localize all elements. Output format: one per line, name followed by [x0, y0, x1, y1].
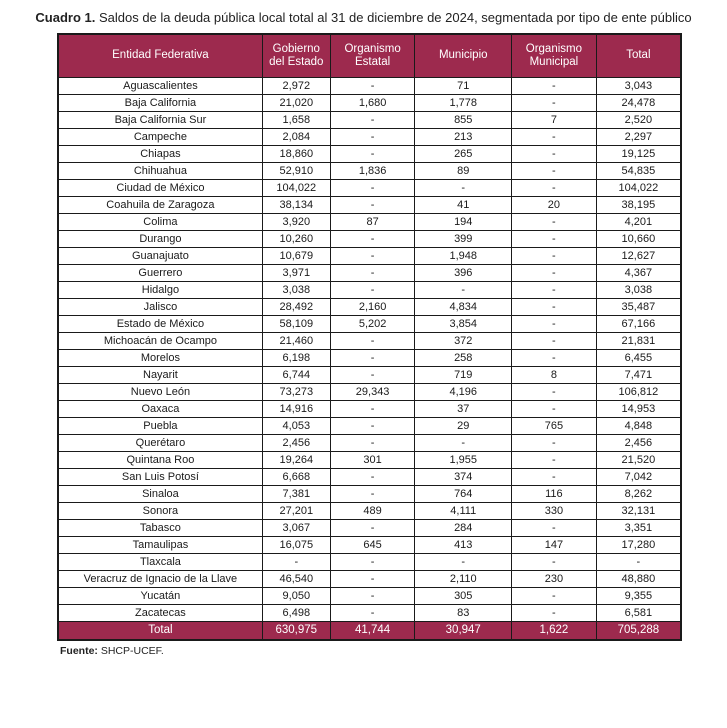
value-cell: - [330, 400, 415, 417]
value-cell: 265 [415, 145, 512, 162]
value-cell: 4,196 [415, 383, 512, 400]
value-cell: 20 [512, 196, 597, 213]
entity-name-cell: Guanajuato [58, 247, 262, 264]
entity-name-cell: Estado de México [58, 315, 262, 332]
value-cell: 4,053 [262, 417, 330, 434]
source-text: SHCP-UCEF. [97, 645, 164, 658]
value-cell: 29 [415, 417, 512, 434]
value-cell: 18,860 [262, 145, 330, 162]
value-cell: 10,660 [596, 230, 681, 247]
table-row [58, 94, 681, 111]
value-cell: 7 [512, 111, 597, 128]
value-cell: - [512, 145, 597, 162]
entity-name-cell: Tlaxcala [58, 553, 262, 570]
entity-name-cell: Aguascalientes [58, 77, 262, 94]
value-cell: - [330, 247, 415, 264]
table-row [58, 145, 681, 162]
table-row [58, 400, 681, 417]
value-cell: 2,160 [330, 298, 415, 315]
value-cell: 855 [415, 111, 512, 128]
value-cell: 194 [415, 213, 512, 230]
value-cell: 67,166 [596, 315, 681, 332]
entity-name-cell: Querétaro [58, 434, 262, 451]
header-municipio: Municipio [415, 34, 512, 77]
title-text: Saldos de la deuda pública local total al 31 de diciembre de 2024, segmentada por tipo de ente público [95, 10, 692, 25]
value-cell: - [330, 264, 415, 281]
value-cell: 3,971 [262, 264, 330, 281]
value-cell: - [512, 94, 597, 111]
value-cell: 645 [330, 536, 415, 553]
value-cell: 3,038 [262, 281, 330, 298]
value-cell: 330 [512, 502, 597, 519]
entity-name-cell: Campeche [58, 128, 262, 145]
value-cell: 4,111 [415, 502, 512, 519]
header-gobierno-del-estado: Gobierno del Estado [262, 34, 330, 77]
value-cell: - [330, 281, 415, 298]
table-row [58, 179, 681, 196]
entity-name-cell: Chihuahua [58, 162, 262, 179]
value-cell: - [512, 332, 597, 349]
value-cell: 305 [415, 587, 512, 604]
value-cell: 213 [415, 128, 512, 145]
value-cell: 3,038 [596, 281, 681, 298]
entity-name-cell: Tamaulipas [58, 536, 262, 553]
entity-name-cell: Sinaloa [58, 485, 262, 502]
value-cell: 17,280 [596, 536, 681, 553]
value-cell: - [596, 553, 681, 570]
entity-name-cell: Puebla [58, 417, 262, 434]
value-cell: 116 [512, 485, 597, 502]
value-cell: 28,492 [262, 298, 330, 315]
value-cell: 41 [415, 196, 512, 213]
table-row [58, 451, 681, 468]
value-cell: - [512, 349, 597, 366]
value-cell: 6,581 [596, 604, 681, 621]
value-cell: - [512, 519, 597, 536]
table-row [58, 111, 681, 128]
value-cell: 6,668 [262, 468, 330, 485]
table-row [58, 230, 681, 247]
value-cell: 35,487 [596, 298, 681, 315]
value-cell: - [512, 468, 597, 485]
value-cell: - [512, 128, 597, 145]
value-cell: 1,836 [330, 162, 415, 179]
value-cell: 5,202 [330, 315, 415, 332]
value-cell: 399 [415, 230, 512, 247]
value-cell: 12,627 [596, 247, 681, 264]
table-row [58, 434, 681, 451]
value-cell: 6,455 [596, 349, 681, 366]
value-cell: - [330, 434, 415, 451]
table-row [58, 332, 681, 349]
value-cell: 2,456 [596, 434, 681, 451]
total-row [58, 621, 681, 640]
value-cell: - [330, 604, 415, 621]
table-row [58, 502, 681, 519]
value-cell: 8,262 [596, 485, 681, 502]
value-cell: 413 [415, 536, 512, 553]
value-cell: 7,471 [596, 366, 681, 383]
table-row [58, 281, 681, 298]
value-cell: - [330, 179, 415, 196]
table-row [58, 570, 681, 587]
value-cell: - [330, 417, 415, 434]
value-cell: - [512, 298, 597, 315]
value-cell: - [512, 230, 597, 247]
debt-table [57, 33, 682, 641]
value-cell: 1,680 [330, 94, 415, 111]
value-cell: 19,264 [262, 451, 330, 468]
value-cell: 89 [415, 162, 512, 179]
value-cell: 1,658 [262, 111, 330, 128]
value-cell: 301 [330, 451, 415, 468]
value-cell: 4,834 [415, 298, 512, 315]
total-value-cell: 1,622 [512, 621, 597, 640]
value-cell: - [330, 77, 415, 94]
value-cell: 3,920 [262, 213, 330, 230]
value-cell: - [330, 366, 415, 383]
value-cell: - [415, 179, 512, 196]
value-cell: - [330, 332, 415, 349]
value-cell: 2,456 [262, 434, 330, 451]
value-cell: 54,835 [596, 162, 681, 179]
page [0, 9, 727, 657]
value-cell: 6,744 [262, 366, 330, 383]
value-cell: 104,022 [262, 179, 330, 196]
total-label-cell: Total [58, 621, 262, 640]
value-cell: - [330, 519, 415, 536]
entity-name-cell: Guerrero [58, 264, 262, 281]
entity-name-cell: Coahuila de Zaragoza [58, 196, 262, 213]
table-row [58, 162, 681, 179]
value-cell: 14,916 [262, 400, 330, 417]
title-prefix: Cuadro 1. [35, 10, 96, 25]
value-cell: 58,109 [262, 315, 330, 332]
table-title [28, 9, 700, 26]
value-cell: 9,050 [262, 587, 330, 604]
entity-name-cell: Michoacán de Ocampo [58, 332, 262, 349]
header-entidad-federativa: Entidad Federativa [58, 34, 262, 77]
table-row [58, 298, 681, 315]
value-cell: - [512, 179, 597, 196]
value-cell: 52,910 [262, 162, 330, 179]
entity-name-cell: Nuevo León [58, 383, 262, 400]
value-cell: 7,042 [596, 468, 681, 485]
value-cell: 32,131 [596, 502, 681, 519]
value-cell: - [512, 315, 597, 332]
entity-name-cell: Oaxaca [58, 400, 262, 417]
value-cell: 764 [415, 485, 512, 502]
value-cell: - [330, 485, 415, 502]
entity-name-cell: Yucatán [58, 587, 262, 604]
value-cell: 2,110 [415, 570, 512, 587]
total-value-cell: 30,947 [415, 621, 512, 640]
value-cell: 83 [415, 604, 512, 621]
value-cell: - [512, 553, 597, 570]
value-cell: 2,084 [262, 128, 330, 145]
value-cell: - [512, 247, 597, 264]
table-row [58, 315, 681, 332]
table-row [58, 383, 681, 400]
entity-name-cell: Ciudad de México [58, 179, 262, 196]
value-cell: 4,201 [596, 213, 681, 230]
value-cell: 27,201 [262, 502, 330, 519]
header-organismo-municipal: Organismo Municipal [512, 34, 597, 77]
value-cell: - [330, 553, 415, 570]
entity-name-cell: Veracruz de Ignacio de la Llave [58, 570, 262, 587]
table-row [58, 264, 681, 281]
value-cell: 4,848 [596, 417, 681, 434]
entity-name-cell: Nayarit [58, 366, 262, 383]
value-cell: 372 [415, 332, 512, 349]
value-cell: - [415, 434, 512, 451]
table-row [58, 77, 681, 94]
entity-name-cell: Quintana Roo [58, 451, 262, 468]
value-cell: 10,260 [262, 230, 330, 247]
table-row [58, 553, 681, 570]
value-cell: - [330, 468, 415, 485]
entity-name-cell: Jalisco [58, 298, 262, 315]
entity-name-cell: Baja California Sur [58, 111, 262, 128]
table-row [58, 519, 681, 536]
value-cell: - [512, 213, 597, 230]
total-value-cell: 41,744 [330, 621, 415, 640]
value-cell: - [512, 400, 597, 417]
value-cell: 719 [415, 366, 512, 383]
value-cell: 38,195 [596, 196, 681, 213]
value-cell: - [330, 111, 415, 128]
entity-name-cell: San Luis Potosí [58, 468, 262, 485]
header-total: Total [596, 34, 681, 77]
value-cell: 396 [415, 264, 512, 281]
value-cell: - [330, 230, 415, 247]
table-row [58, 196, 681, 213]
value-cell: 1,955 [415, 451, 512, 468]
table-row [58, 468, 681, 485]
value-cell: 87 [330, 213, 415, 230]
entity-name-cell: Colima [58, 213, 262, 230]
source-note [60, 645, 727, 657]
entity-name-cell: Sonora [58, 502, 262, 519]
value-cell: 3,067 [262, 519, 330, 536]
value-cell: - [415, 281, 512, 298]
table-row [58, 366, 681, 383]
total-value-cell: 630,975 [262, 621, 330, 640]
value-cell: 374 [415, 468, 512, 485]
value-cell: 21,831 [596, 332, 681, 349]
value-cell: 3,043 [596, 77, 681, 94]
entity-name-cell: Baja California [58, 94, 262, 111]
value-cell: 24,478 [596, 94, 681, 111]
source-label: Fuente: [60, 645, 98, 658]
value-cell: - [330, 128, 415, 145]
value-cell: - [262, 553, 330, 570]
table-row [58, 213, 681, 230]
value-cell: 46,540 [262, 570, 330, 587]
value-cell: 106,812 [596, 383, 681, 400]
value-cell: 230 [512, 570, 597, 587]
header-organismo-estatal: Organismo Estatal [330, 34, 415, 77]
value-cell: 6,198 [262, 349, 330, 366]
value-cell: - [330, 349, 415, 366]
entity-name-cell: Durango [58, 230, 262, 247]
value-cell: 6,498 [262, 604, 330, 621]
value-cell: 21,520 [596, 451, 681, 468]
value-cell: 104,022 [596, 179, 681, 196]
table-row [58, 587, 681, 604]
value-cell: 73,273 [262, 383, 330, 400]
value-cell: 284 [415, 519, 512, 536]
value-cell: 765 [512, 417, 597, 434]
table-row [58, 536, 681, 553]
value-cell: - [330, 196, 415, 213]
value-cell: 2,297 [596, 128, 681, 145]
value-cell: 258 [415, 349, 512, 366]
value-cell: 29,343 [330, 383, 415, 400]
value-cell: 10,679 [262, 247, 330, 264]
value-cell: - [512, 451, 597, 468]
value-cell: 2,520 [596, 111, 681, 128]
table-row [58, 604, 681, 621]
table-row [58, 128, 681, 145]
value-cell: 147 [512, 536, 597, 553]
value-cell: 21,460 [262, 332, 330, 349]
table-row [58, 349, 681, 366]
table-body [58, 77, 681, 621]
value-cell: - [330, 587, 415, 604]
table-row [58, 417, 681, 434]
value-cell: - [512, 604, 597, 621]
value-cell: 21,020 [262, 94, 330, 111]
value-cell: 16,075 [262, 536, 330, 553]
value-cell: 1,778 [415, 94, 512, 111]
value-cell: - [512, 383, 597, 400]
entity-name-cell: Morelos [58, 349, 262, 366]
value-cell: 4,367 [596, 264, 681, 281]
header-row [58, 34, 681, 77]
table-row [58, 485, 681, 502]
value-cell: 19,125 [596, 145, 681, 162]
value-cell: 2,972 [262, 77, 330, 94]
value-cell: 9,355 [596, 587, 681, 604]
value-cell: 71 [415, 77, 512, 94]
value-cell: - [415, 553, 512, 570]
entity-name-cell: Chiapas [58, 145, 262, 162]
value-cell: 8 [512, 366, 597, 383]
value-cell: 14,953 [596, 400, 681, 417]
value-cell: - [512, 587, 597, 604]
entity-name-cell: Hidalgo [58, 281, 262, 298]
entity-name-cell: Zacatecas [58, 604, 262, 621]
value-cell: 3,854 [415, 315, 512, 332]
value-cell: 7,381 [262, 485, 330, 502]
table-row [58, 247, 681, 264]
value-cell: 489 [330, 502, 415, 519]
value-cell: - [330, 145, 415, 162]
value-cell: - [512, 434, 597, 451]
value-cell: - [512, 264, 597, 281]
value-cell: - [512, 77, 597, 94]
value-cell: 37 [415, 400, 512, 417]
value-cell: - [512, 281, 597, 298]
value-cell: - [330, 570, 415, 587]
entity-name-cell: Tabasco [58, 519, 262, 536]
value-cell: 1,948 [415, 247, 512, 264]
value-cell: 48,880 [596, 570, 681, 587]
value-cell: 3,351 [596, 519, 681, 536]
value-cell: 38,134 [262, 196, 330, 213]
total-value-cell: 705,288 [596, 621, 681, 640]
value-cell: - [512, 162, 597, 179]
